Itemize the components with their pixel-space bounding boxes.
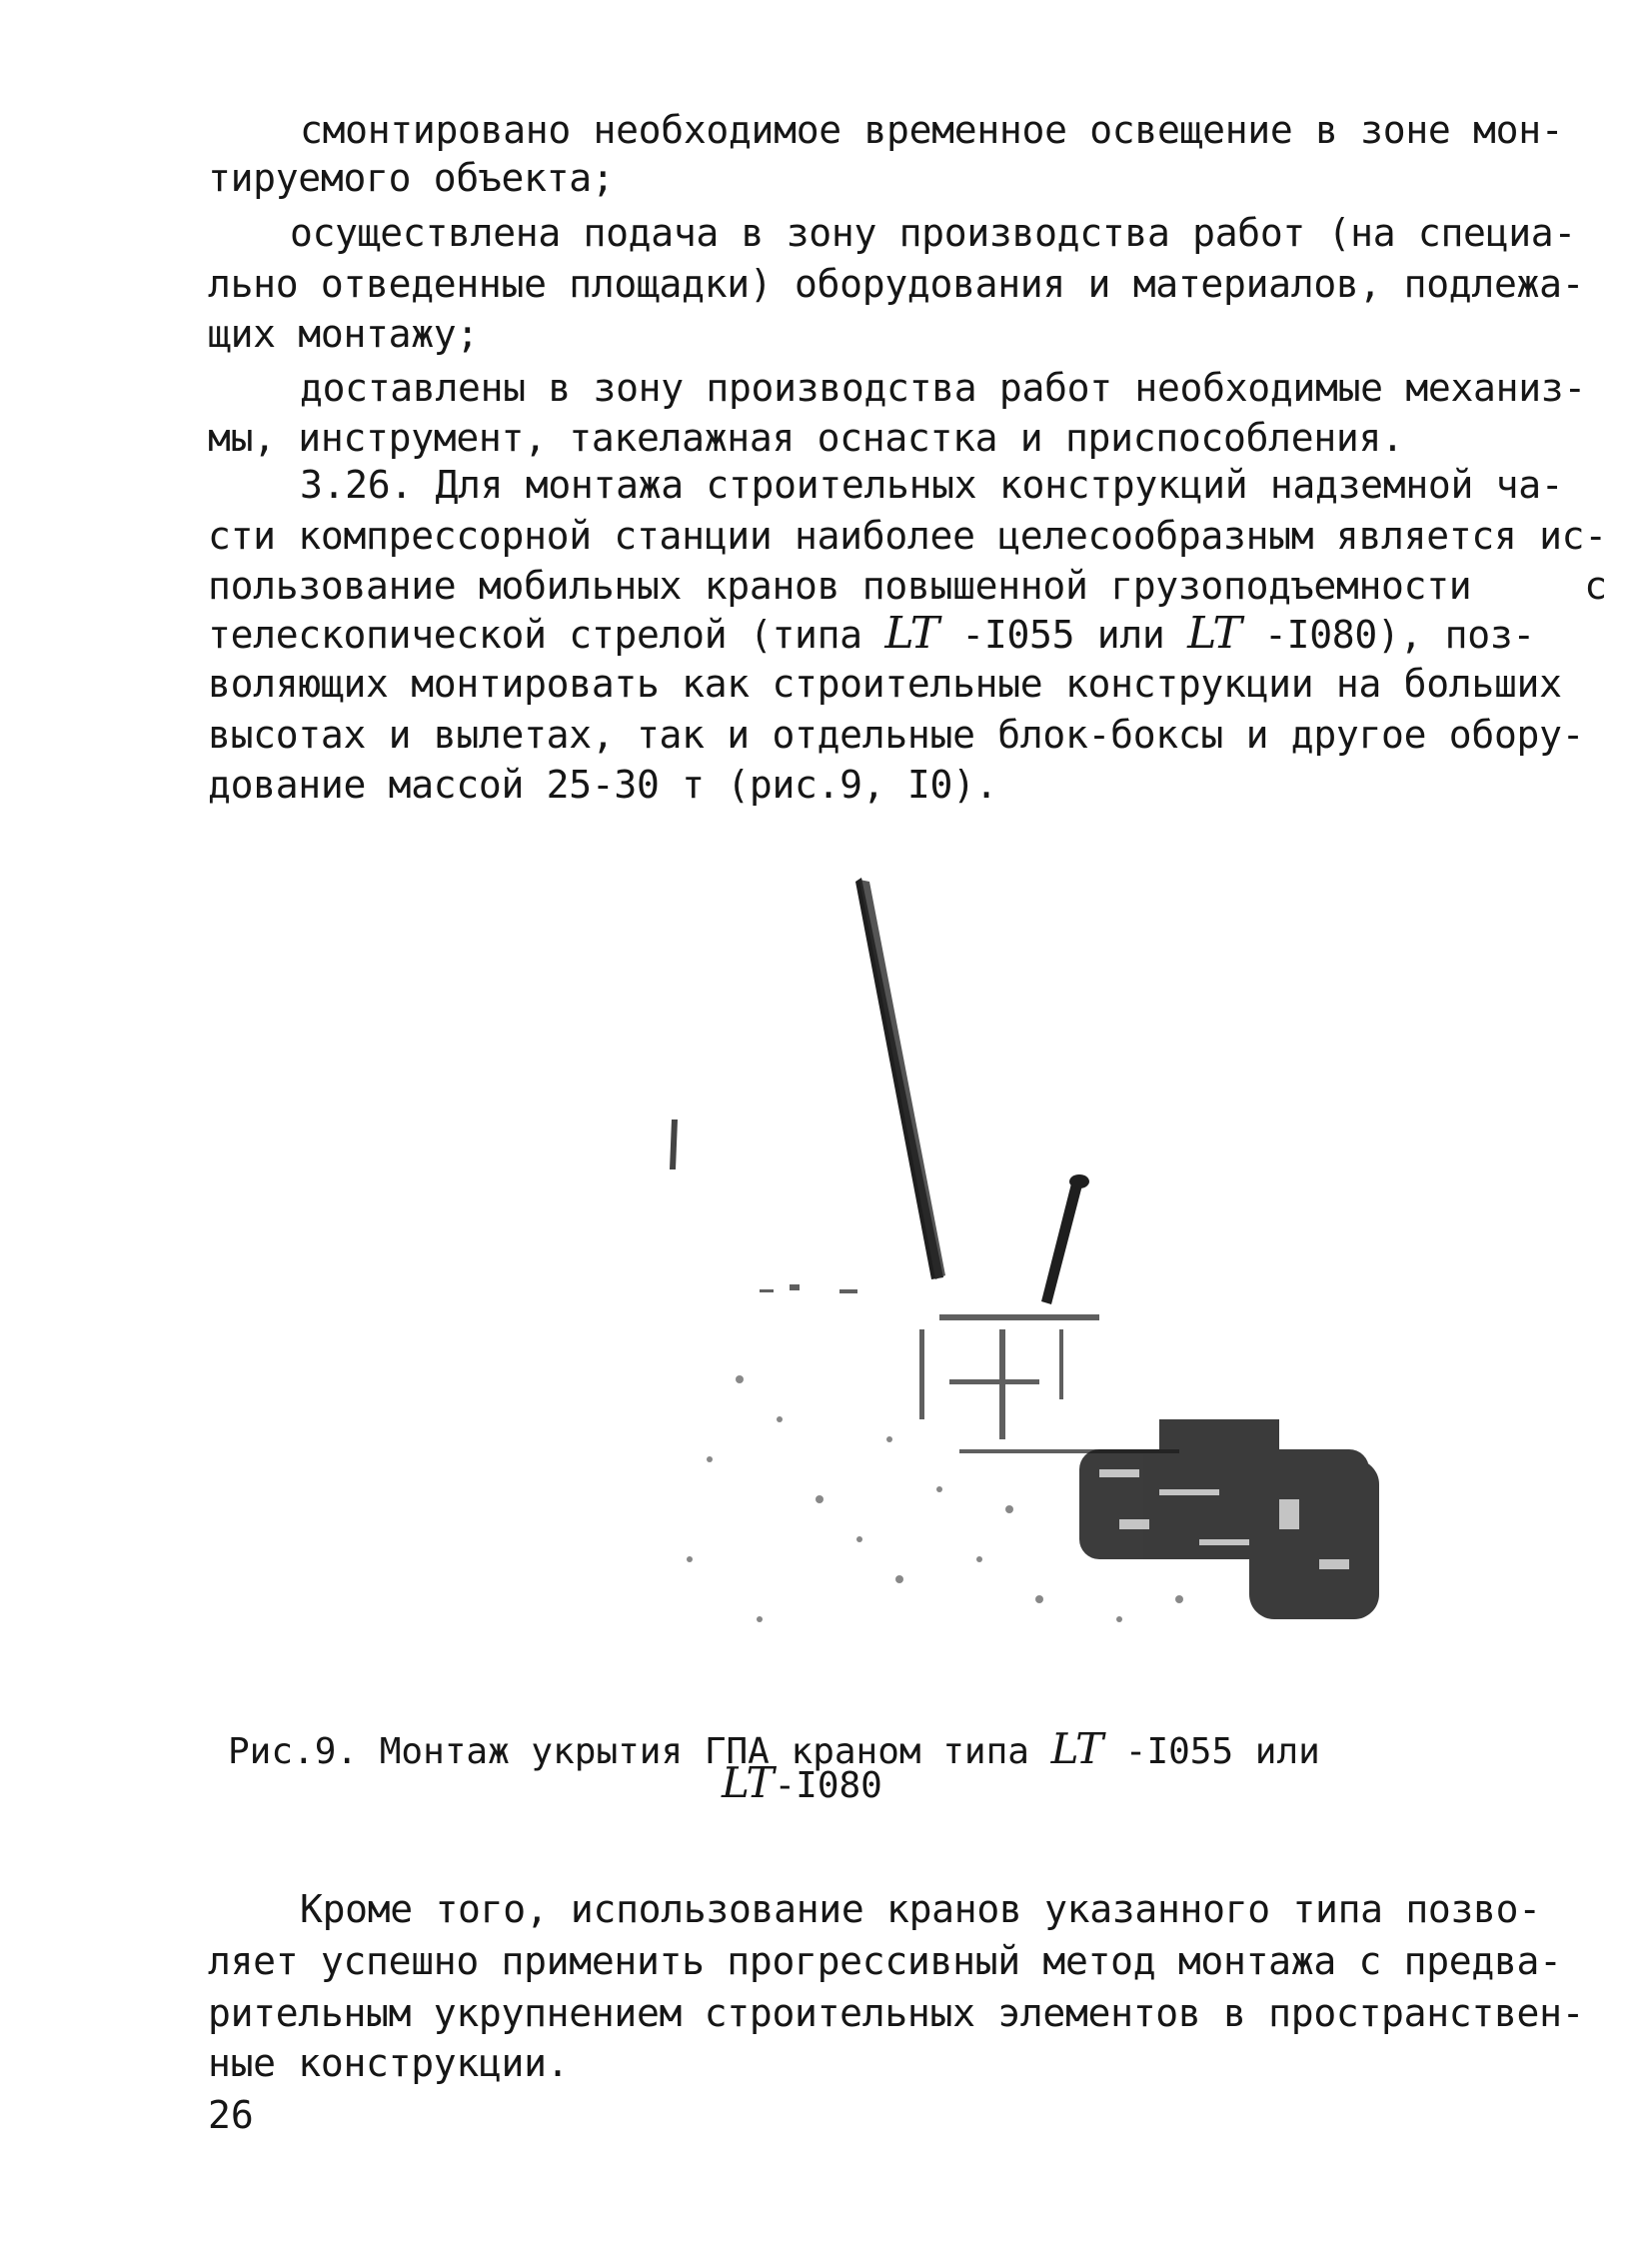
text-line: сти компрессорной станции наиболее целесообразным является ис- <box>208 514 1607 558</box>
crane-model-mark: LT <box>1050 1724 1104 1773</box>
text-line: дование массой 25-30 т (рис.9, I0). <box>208 763 998 807</box>
crane-model-mark: LT <box>1187 608 1242 659</box>
text-line: щих монтажу; <box>208 312 479 356</box>
text-line: ные конструкции. <box>208 2041 570 2085</box>
text-fragment: телескопической стрелой (типа <box>208 613 885 657</box>
page-number: 26 <box>208 2093 254 2137</box>
caption-text: -I055 или <box>1103 1731 1320 1772</box>
text-line: высотах и вылетах, так и отдельные блок-боксы и другое обору- <box>208 713 1585 757</box>
caption-text: -I080 <box>774 1765 882 1806</box>
text-line: Кроме того, использование кранов указанного типа позво- <box>300 1887 1541 1931</box>
text-line: 3.26. Для монтажа строительных конструкций надземной ча- <box>300 463 1564 507</box>
text-line: осуществлена подача в зону производства работ (на специа- <box>290 211 1576 255</box>
text-line: рительным укрупнением строительных элементов в пространствен- <box>208 1991 1585 2035</box>
text-line: смонтировано необходимое временное освещение в зоне мон- <box>300 108 1564 152</box>
text-fragment: -I055 или <box>938 613 1188 657</box>
text-line: тируемого объекта; <box>208 156 615 200</box>
text-line: пользование мобильных кранов повышенной грузоподъемности с <box>208 564 1607 608</box>
crane-model-mark: LT <box>884 608 939 659</box>
text-line: ляет успешно применить прогрессивный метод монтажа с предва- <box>208 1939 1562 1983</box>
text-line: мы, инструмент, такелажная оснастка и приспособления. <box>208 416 1404 460</box>
text-line <box>208 610 1535 659</box>
crane-model-mark: LT <box>722 1758 775 1807</box>
figure-caption-line2 <box>722 1758 882 1808</box>
text-line: воляющих монтировать как строительные конструкции на больших <box>208 662 1562 706</box>
caption-text: Рис.9. Монтаж укрытия ГПА краном типа <box>228 1731 1051 1772</box>
text-line: льно отведенные площадки) оборудования и материалов, подлежа- <box>208 262 1585 306</box>
text-fragment: -I080), поз- <box>1241 613 1535 657</box>
crane-photo <box>560 860 1399 1679</box>
text-line: доставлены в зону производства работ необходимые механиз- <box>300 366 1586 410</box>
